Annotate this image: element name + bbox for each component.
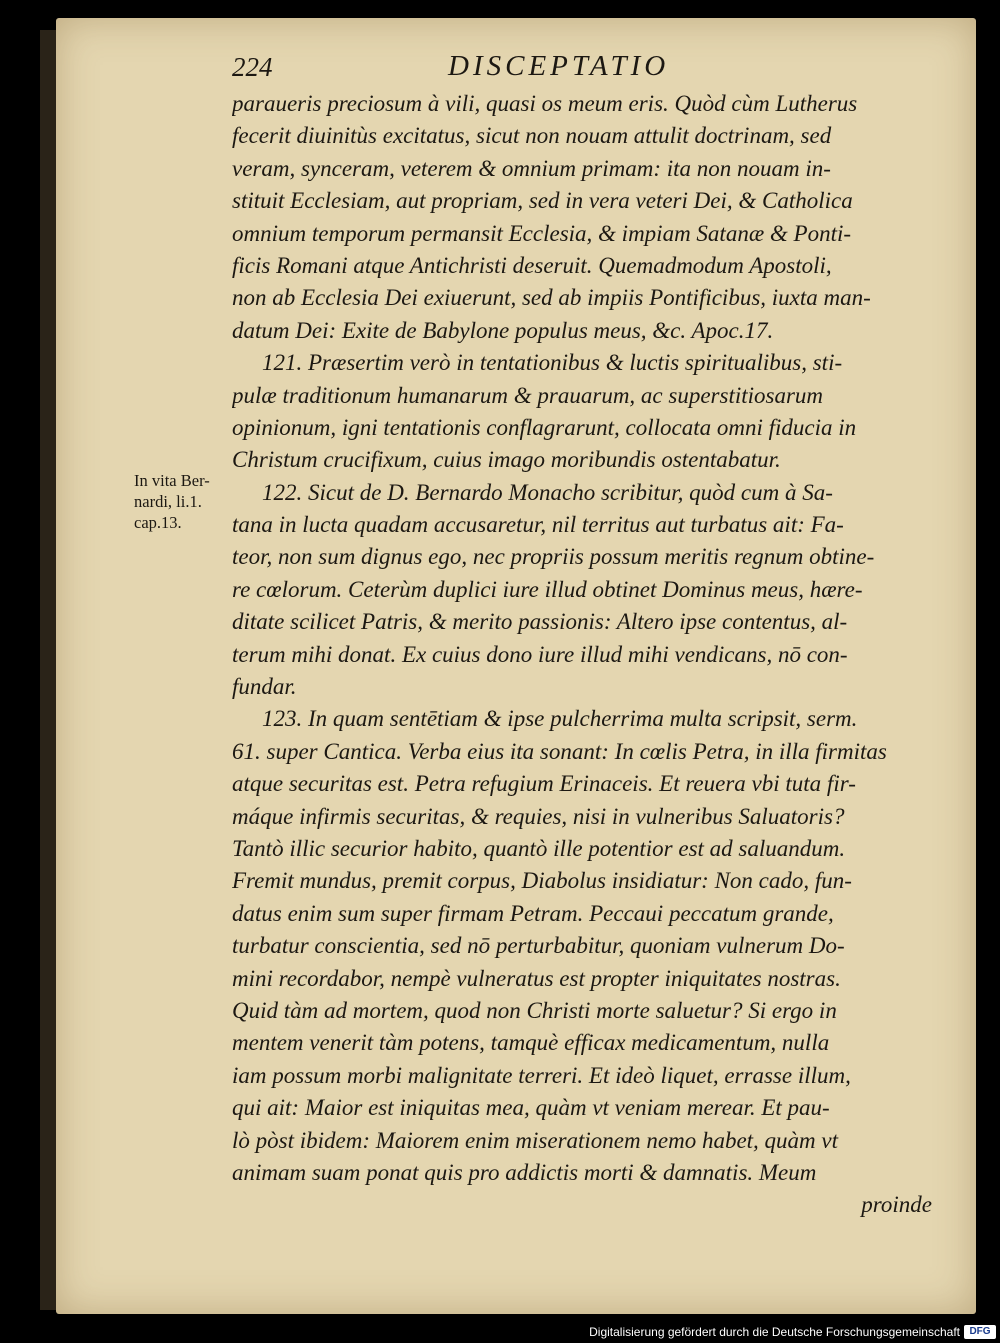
marginal-note-line: nardi, li.1. bbox=[134, 492, 202, 511]
marginal-note-line: In vita Ber- bbox=[134, 471, 210, 490]
text-line: 61. super Cantica. Verba eius ita sonant: In cœlis Petra, in illa firmitas bbox=[232, 738, 887, 764]
text-line: mini recordabor, nempè vulneratus est propter iniquitates nostras. bbox=[232, 965, 841, 991]
text-line: fundar. bbox=[232, 674, 297, 700]
text-line: fecerit diuinitùs excitatus, sicut non nouam attulit doctrinam, sed bbox=[232, 123, 832, 149]
text-line: pulæ traditionum humanarum & prauarum, ac superstitiosarum bbox=[232, 382, 824, 408]
paragraph-122-start: 122. Sicut de D. Bernardo Monacho scribitur, quòd cum à Sa- bbox=[262, 479, 833, 505]
text-line: lò pòst ibidem: Maiorem enim miserationem nemo habet, quàm vt bbox=[232, 1127, 838, 1153]
text-line: non ab Ecclesia Dei exiuerunt, sed ab impiis Pontificibus, iuxta man- bbox=[232, 285, 871, 311]
dfg-logo-icon: DFG bbox=[964, 1325, 996, 1339]
text-line: veram, synceram, veterem & omnium primam: ita non nouam in- bbox=[232, 155, 831, 181]
text-line: tana in lucta quadam accusaretur, nil territus aut turbatus ait: Fa- bbox=[232, 512, 844, 538]
text-line: Christum crucifixum, cuius imago moribundis ostentabatur. bbox=[232, 447, 781, 473]
text-line: datum Dei: Exite de Babylone populus meus, &c. Apoc.17. bbox=[232, 317, 774, 343]
text-line: ditate scilicet Patris, & merito passionis: Altero ipse contentus, al- bbox=[232, 609, 848, 635]
marginal-note-line: cap.13. bbox=[134, 513, 182, 532]
text-line: omnium temporum permansit Ecclesia, & impiam Satanæ & Ponti- bbox=[232, 220, 852, 246]
page-number: 224 bbox=[232, 52, 273, 82]
text-line: mentem venerit tàm potens, tamquè efficax medicamentum, nulla bbox=[232, 1030, 830, 1056]
text-line: opinionum, igni tentationis conflagrarunt, collocata omni fiducia in bbox=[232, 414, 857, 440]
running-title: DISCEPTATIO bbox=[448, 50, 670, 82]
text-line: qui ait: Maior est iniquitas mea, quàm vt veniam merear. Et pau- bbox=[232, 1095, 830, 1121]
paragraph-121-start: 121. Præsertim verò in tentationibus & luctis spiritualibus, sti- bbox=[262, 350, 843, 376]
text-line: Quid tàm ad mortem, quod non Christi morte saluetur? Si ergo in bbox=[232, 997, 837, 1023]
text-line: máque infirmis securitas, & requies, nisi in vulneribus Saluatoris? bbox=[232, 803, 845, 829]
text-line: ficis Romani atque Antichristi deseruit. Quemadmodum Apostoli, bbox=[232, 252, 832, 278]
text-line: terum mihi donat. Ex cuius dono iure illud mihi vendicans, nō con- bbox=[232, 641, 848, 667]
funding-credit: Digitalisierung gefördert durch die Deutsche Forschungsgemeinschaft bbox=[589, 1325, 960, 1339]
paragraph-123-start: 123. In quam sentētiam & ipse pulcherrima multa scripsit, serm. bbox=[262, 706, 858, 732]
text-line: Tantò illic securior habito, quantò ille potentior est ad saluandum. bbox=[232, 835, 846, 861]
text-line: animam suam ponat quis pro addictis morti & damnatis. Meum bbox=[232, 1159, 817, 1185]
text-line: datus enim sum super firmam Petram. Peccaui peccatum grande, bbox=[232, 900, 834, 926]
catchword: proinde bbox=[861, 1192, 932, 1218]
text-line: turbatur conscientia, sed nō perturbabitur, quoniam vulnerum Do- bbox=[232, 933, 845, 959]
text-line: iam possum morbi malignitate terreri. Et ideò liquet, errasse illum, bbox=[232, 1062, 851, 1088]
page-header bbox=[232, 46, 932, 86]
text-line: stituit Ecclesiam, aut propriam, sed in vera veteri Dei, & Catholica bbox=[232, 188, 853, 214]
digitization-footer bbox=[0, 1322, 1000, 1343]
text-line: atque securitas est. Petra refugium Erinaceis. Et reuera vbi tuta fir- bbox=[232, 771, 856, 797]
text-line: Fremit mundus, premit corpus, Diabolus insidiatur: Non cado, fun- bbox=[232, 868, 852, 894]
text-line: teor, non sum dignus ego, nec propriis possum meritis regnum obtine- bbox=[232, 544, 875, 570]
text-line: re cœlorum. Ceterùm duplici iure illud obtinet Dominus meus, hære- bbox=[232, 576, 863, 602]
body-text bbox=[232, 88, 932, 1218]
text-line: paraueris preciosum à vili, quasi os meum eris. Quòd cùm Lutherus bbox=[232, 91, 858, 116]
marginal-note bbox=[134, 470, 244, 533]
